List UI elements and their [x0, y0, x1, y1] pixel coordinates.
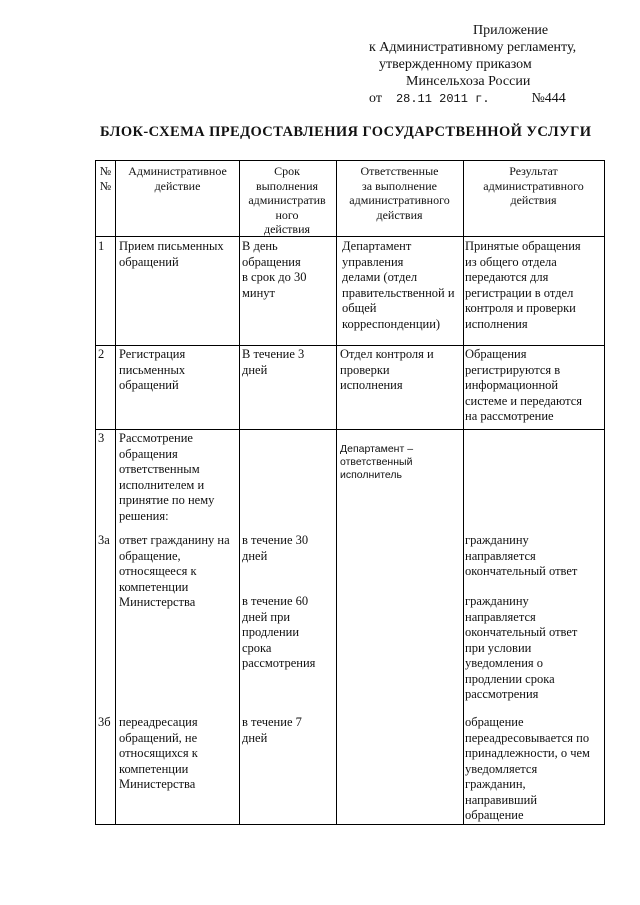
row-3-responsible: Департамент – ответственный исполнитель	[340, 443, 414, 481]
appendix-line-1: Приложение	[473, 23, 549, 38]
row-2-action: Регистрация письменных обращений	[119, 347, 186, 392]
appendix-date-prefix: от	[369, 91, 382, 106]
row-1-term: В день обращения в срок до 30 минут	[242, 239, 307, 300]
row-2-term: В течение 3 дней	[242, 347, 305, 377]
row-3-num: 3	[98, 431, 105, 445]
row-2-num: 2	[98, 347, 105, 361]
document-title: БЛОК-СХЕМА ПРЕДОСТАВЛЕНИЯ ГОСУДАРСТВЕННОЙ УСЛУГИ	[100, 124, 592, 140]
appendix-line-4: Минсельхоза России	[406, 74, 531, 89]
table-divider-action	[239, 160, 240, 825]
row-2-responsible: Отдел контроля и проверки исполнения	[340, 347, 434, 392]
table-divider-resp	[463, 160, 464, 825]
header-result: Результат административного действия	[483, 164, 584, 207]
appendix-date: 28.11 2011 г.	[395, 92, 490, 106]
table-border-left	[95, 160, 96, 825]
process-table	[95, 160, 605, 825]
table-row-divider	[95, 345, 605, 346]
table-row-divider	[95, 429, 605, 430]
row-3-action: Рассмотрение обращения ответственным исполнителем и принятие по нему решения:	[119, 431, 215, 523]
row-3b-action: переадресация обращений, не относящихся к компетенции Министерства	[119, 715, 198, 791]
header-responsible: Ответственные за выполнение административного действия	[349, 164, 450, 222]
row-1-result: Принятые обращения из общего отдела передаются для регистрации в отдел контроля и проверки исполнения	[465, 239, 581, 331]
row-1-responsible: Департамент управления делами (отдел правительственной и общей корреспонденции)	[342, 239, 455, 331]
appendix-date-line	[360, 90, 620, 108]
row-1-action: Прием письменных обращений	[119, 239, 224, 269]
row-3a-result-1: гражданину направляется окончательный ответ	[465, 533, 578, 578]
table-row-divider	[95, 236, 605, 237]
row-3a-term-1: в течение 30 дней	[242, 533, 309, 563]
table-border-top	[95, 160, 605, 161]
appendix-number: №444	[531, 91, 566, 106]
row-3a-result-2: гражданину направляется окончательный ответ при условии уведомления о продлении срока рассмотрения	[465, 594, 578, 701]
header-term: Срок выполнения административ ного действия	[248, 164, 326, 236]
row-3b-result: обращение переадресовывается по принадлежности, о чем уведомляется гражданин, направивший обращение	[465, 715, 590, 822]
table-divider-num	[115, 160, 116, 825]
header-num: № №	[99, 164, 112, 193]
table-border-right	[604, 160, 605, 825]
appendix-header	[360, 22, 620, 108]
row-3b-term: в течение 7 дней	[242, 715, 302, 745]
row-3b-num: 3б	[98, 715, 111, 729]
row-3a-action: ответ гражданину на обращение, относящееся к компетенции Министерства	[119, 533, 230, 609]
table-border-bottom	[95, 824, 605, 825]
row-3a-num: 3а	[98, 533, 110, 547]
header-action: Административное действие	[128, 164, 227, 193]
row-2-result: Обращения регистрируются в информационной системе и передаются на рассмотрение	[465, 347, 583, 423]
table-divider-term	[336, 160, 337, 825]
appendix-line-3: утвержденному приказом	[379, 57, 532, 72]
row-1-num: 1	[98, 239, 105, 253]
row-3a-term-2: в течение 60 дней при продлении срока рассмотрения	[242, 594, 316, 670]
appendix-line-2: к Административному регламенту,	[369, 40, 577, 55]
